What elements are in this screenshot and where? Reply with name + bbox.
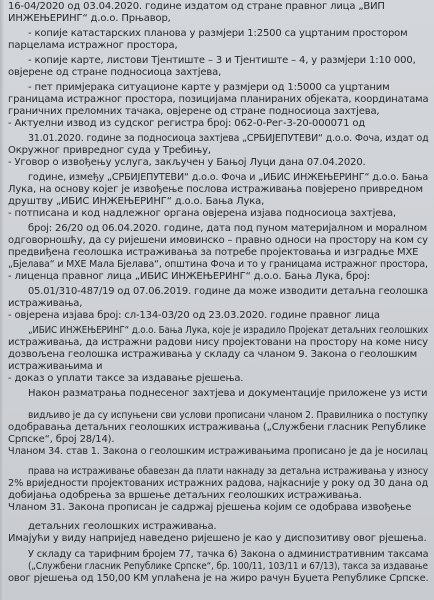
text-line: - Уговор о извођењу услуга, закључен у Бањој Луци дана 07.04.2020. — [8, 157, 366, 168]
text-line: - пет примјерака ситуационе карте у размјери од 1:5000 са уцртаним — [28, 82, 390, 93]
text-line: Српске“, број 28/14). — [8, 434, 115, 445]
text-line: У складу са тарифним бројем 77, тачка 6) Закона о административним таксама — [28, 549, 429, 560]
text-line: - Актуелни извод из судског регистра број: 062-0-Рег-3-20-000071 од — [8, 118, 366, 129]
text-line: предвиђена геолошка истраживања за потребе пројектовања и изградње МХЕ — [8, 247, 419, 258]
text-line: парцелама истражног простора, — [8, 40, 178, 51]
text-line: број: 26/20 од 06.04.2020. године, дата под пуном материјалном и моралном — [28, 223, 428, 234]
text-line: 31.01.2020. године за подносиоца захтјева „СРБИЈЕПУТЕВИ“ д.о.о. Фоча, издат од — [28, 133, 429, 144]
text-line: Окружног привредног суда у Требињу, — [8, 145, 211, 156]
text-line: одговорношћу, да су ријешени имовинско – правно односи на простору на ком су — [8, 235, 428, 246]
text-line: истраживањима и — [8, 361, 103, 372]
text-line: - овјерена изјава број: сл-134-03/20 од 23.03.2020. године правног лица — [8, 310, 380, 321]
text-line: Лука, на основу којег је извођење послова истраживања повјерено привредном — [8, 184, 423, 195]
text-line: - копије карте, листови Тјентиште – 3 и Тјентиште – 4, у размјери 1:10 000, — [28, 55, 416, 66]
text-line: овог рјешења од 150,00 КМ уплаћена је на жиро рачун Буџета Републике Српске. — [8, 573, 429, 584]
text-line: видљиво је да су испуњени сви услови прописани чланом 2. Правилника о поступку — [28, 410, 428, 421]
text-line: Након разматрања поднесеног захтјева и документације приложене уз исти — [28, 388, 428, 399]
text-line: ИНЖЕЊЕРИНГ“ д.о.о. Прњавор, — [8, 13, 171, 24]
text-line: истраживања, — [8, 298, 83, 309]
text-line: одобравања детаљних геолошких истраживања („Службени гласник Републике — [8, 422, 427, 433]
text-line: 05.01/310-487/19 од 07.06.2019. године да може изводити детаљна геолошка — [28, 286, 429, 297]
text-line: граничних преломних тачака, овјерене од стране подносиоца захтјева, — [8, 106, 380, 117]
text-line: истраживања, да истражни радови нису пројектовани на простору на коме нису — [8, 337, 428, 348]
text-line: „ИБИС ИНЖЕЊЕРИНГ“ д.о.о. Бања Лука, које је израдило Пројекат детаљних геолошких — [28, 325, 429, 336]
text-line: детаљних геолошких истраживања. — [28, 521, 217, 532]
text-line: дозвољена геолошка истраживања у складу са чланом 9. Закона о геолошким — [8, 349, 417, 360]
text-line: границама истражног простора, позицијама планираних објеката, координатама — [8, 94, 429, 105]
text-line: права на истраживање обавезан да плати накнаду за детаљна истраживања у износу — [28, 466, 428, 477]
text-line: - копије катастарских планова у размјери 1:2500 са уцртаним простором — [28, 28, 408, 39]
text-line: - лиценца правног лица „ИБИС ИНЖЕЊЕРИНГ“ д.о.о. Бања Лука, број: — [8, 271, 371, 282]
text-line: Чланом 31. Закона прописан је садржај рјешења којим се одобрава извођење — [8, 502, 412, 513]
text-line: Чланом 34. став 1. Закона о геолошким истраживањима прописано је да је носилац — [8, 446, 428, 457]
text-line: добијања одобрења за вршење детаљних геолошких истраживања. — [8, 490, 362, 501]
text-line: 2% вриједности пројектованих истражних радова, најкасније у року од 30 дана од — [8, 478, 429, 489]
text-line: 16-04/2020 од 03.04.2020. године издатом од стране правног лица „ВИП — [8, 1, 385, 12]
text-line: друштву „ИБИС ИНЖЕЊЕРИНГ“ д.о.о. Бања Лука, — [8, 196, 265, 207]
text-line: године, између „СРБИЈЕПУТЕВИ“ д.о.о. Фоча и „ИБИС ИНЖЕЊЕРИНГ“ д.о.о. Бања — [28, 172, 429, 183]
text-line: („Службени гласник Републике Српске“, бр. 100/11, 103/11 и 67/13), такса за издавање — [28, 561, 428, 572]
text-line: - потписана и код надлежног органа овјерена изјава подносиоца захтјева, — [8, 208, 396, 219]
page-edge-left — [0, 0, 4, 600]
text-line: „Бјелава“ и МХЕ Мала Бјелава“, општина Фоча и то у границама истражног простора, — [8, 259, 428, 270]
text-line: - доказ о уплати таксе за издавање рјешења. — [8, 373, 244, 384]
text-line: Имајући у виду напријед наведено ријешено је као у диспозитиву овог рјешења. — [8, 533, 427, 544]
text-line: овјерене од стране подносиоца захтјева, — [8, 67, 222, 78]
